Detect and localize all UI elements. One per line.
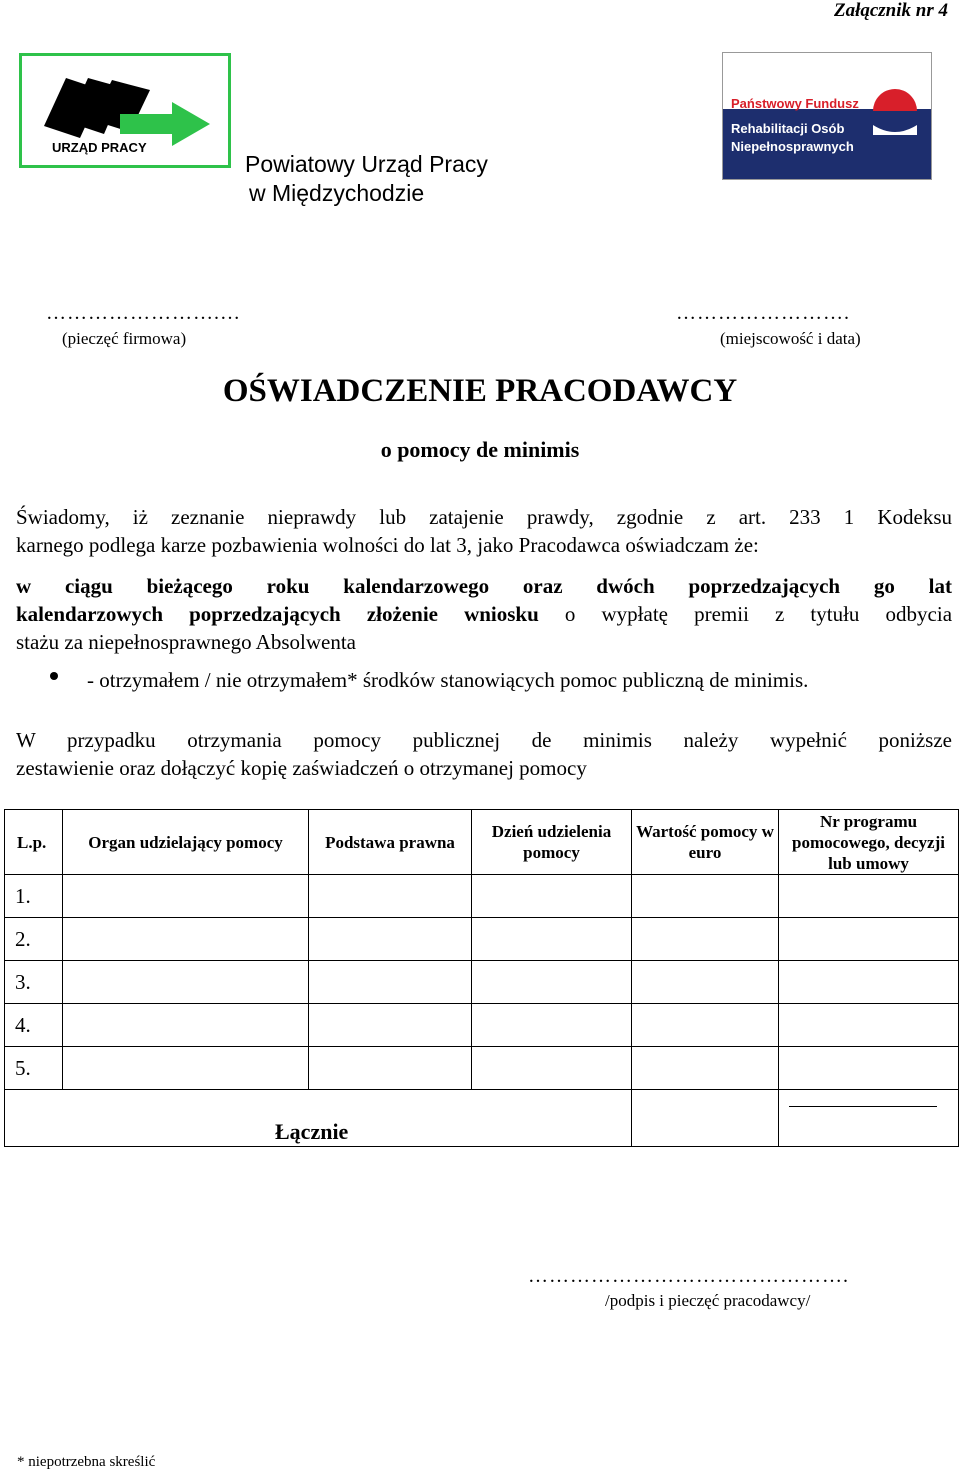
place-date-label: (miejscowość i data) xyxy=(720,329,861,348)
cell-value[interactable] xyxy=(632,918,779,961)
cell-legal-basis[interactable] xyxy=(309,961,472,1004)
document-title: OŚWIADCZENIE PRACODAWCY xyxy=(222,373,738,409)
cell-program-no[interactable] xyxy=(779,1004,959,1047)
instruction-line1: W przypadku otrzymania pomocy publicznej de minimis należy wypełnić poniższe xyxy=(16,728,952,752)
pup-logo-text: URZĄD PRACY xyxy=(52,140,147,155)
intro-paragraph xyxy=(16,503,952,559)
signature-dots: ………………………………………. xyxy=(528,1265,849,1287)
total-value-cell[interactable] xyxy=(632,1090,779,1147)
intro-line2: karnego podlega karze pozbawienia wolności do lat 3, jako Pracodawca oświadczam że: xyxy=(16,533,759,557)
row-number: 1. xyxy=(5,875,63,918)
cell-legal-basis[interactable] xyxy=(309,1047,472,1090)
row-number: 3. xyxy=(5,961,63,1004)
sum-underline xyxy=(789,1106,937,1107)
total-label: Łącznie xyxy=(275,1119,349,1144)
pfron-line1: Państwowy Fundusz xyxy=(731,96,859,111)
header-value: Wartość pomocy w euro xyxy=(632,810,779,875)
cell-organ[interactable] xyxy=(63,1004,309,1047)
statement-line3: stażu za niepełnosprawnego Absolwenta xyxy=(16,630,356,654)
office-line2: w Międzychodzie xyxy=(249,180,425,206)
statement-line2-bold: kalendarzowych poprzedzających złożenie wniosku xyxy=(16,602,539,626)
cell-date[interactable] xyxy=(472,1047,632,1090)
cell-legal-basis[interactable] xyxy=(309,1004,472,1047)
office-line1: Powiatowy Urząd Pracy xyxy=(245,151,488,177)
intro-line1: Świadomy, iż zeznanie nieprawdy lub zatajenie prawdy, zgodnie z art. 233 1 Kodeksu xyxy=(16,505,952,529)
cell-organ[interactable] xyxy=(63,961,309,1004)
cell-program-no[interactable] xyxy=(779,961,959,1004)
cell-organ[interactable] xyxy=(63,1047,309,1090)
cell-program-no[interactable] xyxy=(779,1047,959,1090)
header-legal-basis: Podstawa prawna xyxy=(309,810,472,875)
cell-legal-basis[interactable] xyxy=(309,875,472,918)
office-name xyxy=(245,150,488,208)
document-subtitle: o pomocy de minimis xyxy=(380,437,580,462)
pfron-logo-graphic xyxy=(723,53,931,179)
table-row xyxy=(5,1047,959,1090)
place-date-dots: ……………………. xyxy=(676,302,850,324)
table-row xyxy=(5,875,959,918)
annex-label: Załącznik nr 4 xyxy=(833,0,948,21)
cell-value[interactable] xyxy=(632,1004,779,1047)
instruction-line2: zestawienie oraz dołączyć kopię zaświadczeń o otrzymanej pomocy xyxy=(16,756,587,780)
header-organ: Organ udzielający pomocy xyxy=(63,810,309,875)
pfron-logo xyxy=(722,52,932,180)
row-number: 5. xyxy=(5,1047,63,1090)
pup-logo xyxy=(19,53,231,168)
total-label-cell xyxy=(5,1090,632,1147)
pup-logo-graphic xyxy=(22,56,228,165)
cell-date[interactable] xyxy=(472,961,632,1004)
bullet-icon xyxy=(50,672,58,680)
row-number: 4. xyxy=(5,1004,63,1047)
table-row xyxy=(5,961,959,1004)
bullet-text: - otrzymałem / nie otrzymałem* środków stanowiących pomoc publiczną de minimis. xyxy=(87,668,809,692)
table-row xyxy=(5,1004,959,1047)
total-empty-cell xyxy=(779,1090,959,1147)
stamp-label: (pieczęć firmowa) xyxy=(62,329,187,348)
cell-date[interactable] xyxy=(472,918,632,961)
statement-line1: w ciągu bieżącego roku kalendarzowego oraz dwóch poprzedzających go lat xyxy=(16,574,952,598)
cell-value[interactable] xyxy=(632,875,779,918)
pfron-line2: Rehabilitacji Osób xyxy=(731,121,845,136)
cell-organ[interactable] xyxy=(63,918,309,961)
cell-date[interactable] xyxy=(472,875,632,918)
cell-date[interactable] xyxy=(472,1004,632,1047)
header-program-no: Nr programu pomocowego, decyzji lub umowy xyxy=(779,810,959,875)
table-header-row xyxy=(5,810,959,875)
statement-line2-rest: o wypłatę premii z tytułu odbycia xyxy=(564,602,953,626)
instruction-paragraph xyxy=(16,726,952,782)
signature-label: /podpis i pieczęć pracodawcy/ xyxy=(605,1291,811,1310)
footnote: * niepotrzebna skreślić xyxy=(17,1454,156,1470)
table-total-row xyxy=(5,1090,959,1147)
cell-program-no[interactable] xyxy=(779,875,959,918)
stamp-dots: …………………….… xyxy=(46,302,241,324)
header-date: Dzień udzielenia pomocy xyxy=(472,810,632,875)
table-row xyxy=(5,918,959,961)
aid-table xyxy=(4,809,959,1147)
cell-value[interactable] xyxy=(632,961,779,1004)
cell-organ[interactable] xyxy=(63,875,309,918)
statement-line2 xyxy=(16,600,952,628)
pfron-line3: Niepełnosprawnych xyxy=(731,139,854,154)
header-lp: L.p. xyxy=(5,810,63,875)
cell-legal-basis[interactable] xyxy=(309,918,472,961)
statement-paragraph xyxy=(16,572,952,656)
cell-program-no[interactable] xyxy=(779,918,959,961)
cell-value[interactable] xyxy=(632,1047,779,1090)
row-number: 2. xyxy=(5,918,63,961)
